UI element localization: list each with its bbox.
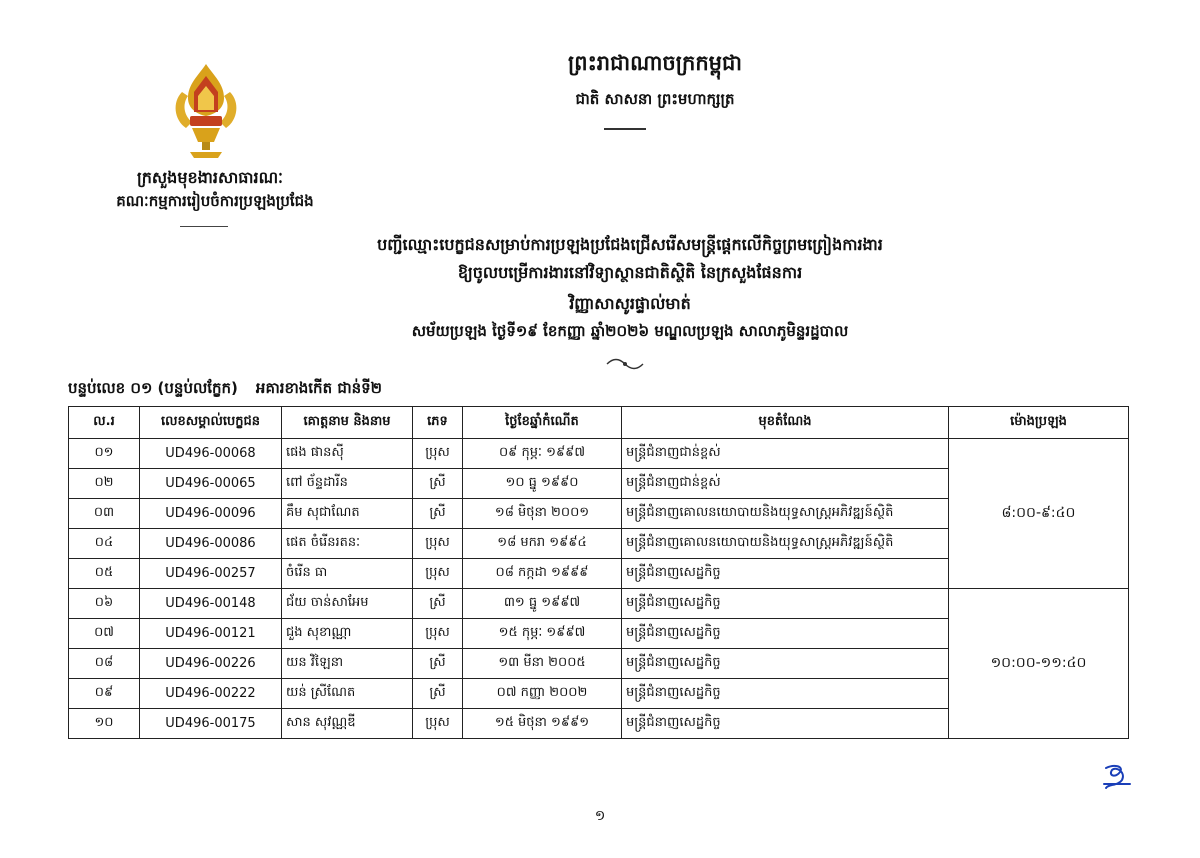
room-location: អគារខាងកើត ជាន់ទី២ bbox=[255, 379, 382, 397]
cell-name: ពៅ ច័ន្ទដារីន bbox=[282, 469, 413, 499]
table-header-row bbox=[69, 407, 1129, 439]
cell-candidate-id: UD496-00065 bbox=[140, 469, 282, 499]
cell-sex: ស្រី bbox=[413, 499, 463, 529]
cell-dob: ១៣ មីនា ២០០៥ bbox=[463, 649, 622, 679]
cell-no: ០៧ bbox=[69, 619, 140, 649]
cell-position: មន្ត្រីជំនាញជាន់ខ្ពស់ bbox=[622, 439, 949, 469]
ministry-emblem-icon bbox=[168, 62, 244, 162]
cell-candidate-id: UD496-00222 bbox=[140, 679, 282, 709]
column-header-position: មុខតំណែង bbox=[622, 407, 949, 439]
cell-name: គឹម សុជាណែត bbox=[282, 499, 413, 529]
candidates-table bbox=[68, 406, 1129, 739]
cell-candidate-id: UD496-00175 bbox=[140, 709, 282, 739]
cell-exam-time-slot-2: ១០:០០-១១:៤០ bbox=[949, 589, 1129, 739]
column-header-candidate-id: លេខសម្គាល់បេក្ខជន bbox=[140, 407, 282, 439]
cell-position: មន្ត្រីជំនាញគោលនយោបាយនិងយុទ្ធសាស្ត្រអភិវឌ្ឍន៍ស្ថិតិ bbox=[622, 529, 949, 559]
cell-no: ០៥ bbox=[69, 559, 140, 589]
document-title-line-3: វិញ្ញាសាសូរផ្ទាល់មាត់ bbox=[569, 294, 691, 313]
cell-candidate-id: UD496-00121 bbox=[140, 619, 282, 649]
page-number: ១ bbox=[594, 808, 606, 824]
cell-dob: ០៨ កក្កដា ១៩៩៩ bbox=[463, 559, 622, 589]
cell-dob: ១០ ធ្នូ ១៩៩០ bbox=[463, 469, 622, 499]
column-header-name: គោត្តនាម និងនាម bbox=[282, 407, 413, 439]
cell-sex: ស្រី bbox=[413, 469, 463, 499]
cell-no: ០៦ bbox=[69, 589, 140, 619]
cell-name: សាន សុវណ្ណឌី bbox=[282, 709, 413, 739]
cell-name: យន់ ស្រីណែត bbox=[282, 679, 413, 709]
cell-candidate-id: UD496-00068 bbox=[140, 439, 282, 469]
cell-no: ០២ bbox=[69, 469, 140, 499]
cell-position: មន្ត្រីជំនាញសេដ្ឋកិច្ច bbox=[622, 709, 949, 739]
committee-name: គណៈកម្មការរៀបចំការប្រឡងប្រជែង bbox=[116, 192, 314, 210]
column-header-no: ល.រ bbox=[69, 407, 140, 439]
kingdom-title: ព្រះរាជាណាចក្រកម្ពុជា bbox=[567, 51, 742, 75]
cell-dob: ១៥ កុម្ភៈ ១៩៩៧ bbox=[463, 619, 622, 649]
cell-candidate-id: UD496-00096 bbox=[140, 499, 282, 529]
cell-exam-time-slot-1: ៨:០០-៩:៤០ bbox=[949, 439, 1129, 589]
cell-no: ០៨ bbox=[69, 649, 140, 679]
cell-candidate-id: UD496-00086 bbox=[140, 529, 282, 559]
column-header-dob: ថ្ងៃខែឆ្នាំកំណើត bbox=[463, 407, 622, 439]
national-motto: ជាតិ សាសនា ព្រះមហាក្សត្រ bbox=[575, 90, 735, 108]
cell-no: ០៣ bbox=[69, 499, 140, 529]
cell-candidate-id: UD496-00257 bbox=[140, 559, 282, 589]
cell-name: យន វិឡៃនា bbox=[282, 649, 413, 679]
cell-no: ០១ bbox=[69, 439, 140, 469]
cell-name: ផេត ចំរើនរតនៈ bbox=[282, 529, 413, 559]
cell-name: ផេង ផានស៊ី bbox=[282, 439, 413, 469]
document-title-line-4: សម័យប្រឡង ថ្ងៃទី១៩ ខែកញ្ញា ឆ្នាំ២០២៦ មណ្ឌលប្រឡង សាលាភូមិន្ទរដ្ឋបាល bbox=[411, 322, 849, 340]
table-row bbox=[69, 589, 1129, 619]
ministry-divider bbox=[180, 226, 228, 227]
cell-dob: ១៨ មិថុនា ២០០១ bbox=[463, 499, 622, 529]
cell-sex: ស្រី bbox=[413, 649, 463, 679]
cell-candidate-id: UD496-00148 bbox=[140, 589, 282, 619]
cell-sex: ស្រី bbox=[413, 679, 463, 709]
signature-icon bbox=[1100, 762, 1134, 790]
cell-sex: ស្រី bbox=[413, 589, 463, 619]
cell-position: មន្ត្រីជំនាញសេដ្ឋកិច្ច bbox=[622, 559, 949, 589]
cell-position: មន្ត្រីជំនាញសេដ្ឋកិច្ច bbox=[622, 589, 949, 619]
cell-dob: ០៧ កញ្ញា ២០០២ bbox=[463, 679, 622, 709]
cell-position: មន្ត្រីជំនាញគោលនយោបាយនិងយុទ្ធសាស្ត្រអភិវឌ្ឍន៍ស្ថិតិ bbox=[622, 499, 949, 529]
document-title-line-2: ឱ្យចូលបម្រើការងារនៅវិទ្យាស្ថានជាតិស្ថិតិ នៃក្រសួងផែនការ bbox=[457, 263, 803, 282]
cell-position: មន្ត្រីជំនាញសេដ្ឋកិច្ច bbox=[622, 679, 949, 709]
cell-dob: ១៥ មិថុនា ១៩៩១ bbox=[463, 709, 622, 739]
column-header-exam-time: ម៉ោងប្រឡង bbox=[949, 407, 1129, 439]
cell-dob: ១៨ មករា ១៩៩៤ bbox=[463, 529, 622, 559]
cell-sex: ប្រុស bbox=[413, 709, 463, 739]
ornament-icon bbox=[605, 358, 645, 370]
column-header-sex: ភេទ bbox=[413, 407, 463, 439]
cell-dob: ៣១ ធ្នូ ១៩៩៧ bbox=[463, 589, 622, 619]
room-info bbox=[68, 379, 768, 401]
cell-dob: ០៩ កុម្ភៈ ១៩៩៧ bbox=[463, 439, 622, 469]
cell-sex: ប្រុស bbox=[413, 559, 463, 589]
cell-sex: ប្រុស bbox=[413, 439, 463, 469]
ministry-name: ក្រសួងមុខងារសាធារណៈ bbox=[137, 168, 283, 187]
cell-name: ចំរើន ធា bbox=[282, 559, 413, 589]
cell-name: ជួង សុខាណ្ណា bbox=[282, 619, 413, 649]
cell-candidate-id: UD496-00226 bbox=[140, 649, 282, 679]
cell-no: ១០ bbox=[69, 709, 140, 739]
cell-position: មន្ត្រីជំនាញជាន់ខ្ពស់ bbox=[622, 469, 949, 499]
header-divider bbox=[604, 128, 646, 130]
cell-position: មន្ត្រីជំនាញសេដ្ឋកិច្ច bbox=[622, 649, 949, 679]
cell-position: មន្ត្រីជំនាញសេដ្ឋកិច្ច bbox=[622, 619, 949, 649]
cell-name: ជ័យ ចាន់សាអែម bbox=[282, 589, 413, 619]
cell-sex: ប្រុស bbox=[413, 529, 463, 559]
document-title-line-1: បញ្ជីឈ្មោះបេក្ខជនសម្រាប់ការប្រឡងប្រជែងជ្រើសរើសមន្ត្រីផ្ដេកលើកិច្ចព្រមព្រៀងការងារ bbox=[377, 235, 883, 254]
room-number: បន្ទប់លេខ ០១ (បន្ទប់លក្ខែក) bbox=[68, 379, 238, 397]
cell-sex: ប្រុស bbox=[413, 619, 463, 649]
cell-no: ០៩ bbox=[69, 679, 140, 709]
table-row bbox=[69, 439, 1129, 469]
cell-no: ០៤ bbox=[69, 529, 140, 559]
